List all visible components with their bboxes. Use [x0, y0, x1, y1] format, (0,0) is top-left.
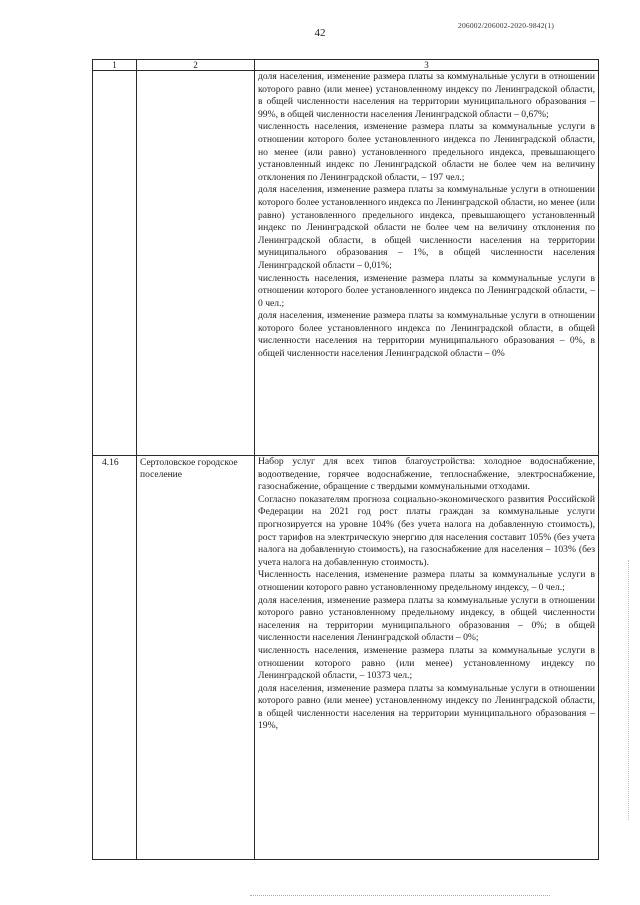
data-table: [92, 59, 599, 860]
page-number: 42: [314, 27, 326, 39]
column-header-2: 2: [137, 60, 255, 71]
table-row-continued: [93, 71, 599, 456]
paragraph: численность населения, изменение размера платы за коммунальные услуги в отношении которого более установленного индекса по Ленинградской области, – 0 чел.;: [258, 272, 595, 309]
paragraph: численность населения, изменение размера платы за коммунальные услуги в отношении которого более установленного индекса по Ленинградской области, но менее (или равно) установленного предельного индекса, превышающего установленный индекс по Ленинградской области не более чем на величину отклонения по Ленинградской области, – 197 чел.;: [258, 121, 595, 183]
row-number-cell: [93, 71, 137, 456]
paragraph: Набор услуг для всех типов благоустройства: холодное водоснабжение, водоотведение, горячее водоснабжение, теплоснабжение, электроснабжение, газоснабжение, обращение с твердыми коммунальными отходами.: [258, 456, 595, 493]
table-row-4-16: [93, 456, 599, 860]
paragraph: доля населения, изменение размера платы за коммунальные услуги в отношении которого равно (или менее) установленному индексу по Ленинградской области, в общей численности населения на территории муниципального образования – 99%, в общей численности населения Ленинградской области – 0,67%;: [258, 71, 595, 120]
municipality-name: Сертоловское городское поселение: [137, 456, 255, 860]
description-cell: [255, 71, 599, 456]
column-header-3: 3: [255, 60, 599, 71]
paragraph: доля населения, изменение размера платы за коммунальные услуги в отношении которого равно установленному предельному индексу, в общей численности населения на территории муниципального образования – 0%; в общей численности населения Ленинградской области – 0%;: [258, 594, 595, 644]
paragraph: доля населения, изменение размера платы за коммунальные услуги в отношении которого более установленного индекса по Ленинградской области, но менее (или равно) установленного предельного индекса, превышающего установленный индекс по Ленинградской области не более чем на величину отклонения по Ленинградской области, в общей численности населения на территории муниципального образования – 1%, в общей численности населения Ленинградской области – 0,01%;: [258, 184, 595, 271]
description-cell: [255, 456, 599, 860]
paragraph: доля населения, изменение размера платы за коммунальные услуги в отношении которого более установленного индекса по Ленинградской области, в общей численности населения на территории муниципального образования – 0%, в общей численности населения Ленинградской области – 0%: [258, 310, 595, 360]
paragraph: Согласно показателям прогноза социально-экономического развития Российской Федерации на 2021 год рост платы граждан за коммунальные услуги прогнозируется на уровне 104% (без учета налога на добавленную стоимость), рост тарифов на электрическую энергию для населения составит 105% (без учета налога на добавленную стоимость), на газоснабжение для населения – 103% (без учета налога на добавленную стоимость).: [258, 493, 595, 568]
column-header-1: 1: [93, 60, 137, 71]
margin-scan-mark: [628, 560, 637, 820]
row-number: 4.16: [93, 456, 137, 860]
document-id: 206002/206002-2020-9842(1): [458, 21, 555, 30]
paragraph: численность населения, изменение размера платы за коммунальные услуги в отношении которого равно (или менее) установленному индексу по Ленинградской области, – 10373 чел.;: [258, 644, 595, 682]
paragraph: доля населения, изменение размера платы за коммунальные услуги в отношении которого равно (или менее) установленному индексу по Ленинградской области, в общей численности населения на территории муниципального образования – 19%,: [258, 682, 595, 732]
table-header-row: [93, 60, 599, 71]
paragraph: Численность населения, изменение размера платы за коммунальные услуги в отношении которого равно установленному предельному индексу, – 0 чел.;: [258, 569, 595, 593]
municipality-cell: [137, 71, 255, 456]
footer-scan-line: [250, 895, 550, 896]
